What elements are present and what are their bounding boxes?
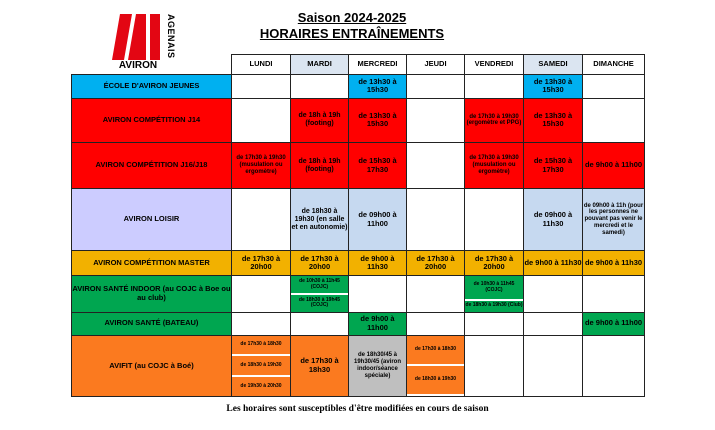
indoor-mardi-slot-1: de 10h30 à 11h45 (COJC) <box>299 278 340 290</box>
j16-dimanche: de 9h00 à 11h00 <box>583 142 645 188</box>
row-avifit-name: AVIFIT (au COJC à Boé) <box>72 335 232 396</box>
bateau-lundi <box>232 312 291 335</box>
avifit-jeudi <box>407 335 465 396</box>
indoor-mardi-slot-2: de 18h30 à 19h45 (COJC) <box>298 296 341 309</box>
day-dimanche: DIMANCHE <box>583 54 645 74</box>
indoor-mercredi <box>349 276 407 312</box>
page-title: HORAIRES ENTRAÎNEMENTS <box>259 26 445 41</box>
ecole-mardi <box>291 74 349 98</box>
indoor-mardi-slots <box>291 276 348 311</box>
row-j14-name: AVIRON COMPÉTITION J14 <box>72 98 232 142</box>
j14-lundi <box>232 98 291 142</box>
bateau-dimanche: de 9h00 à 11h00 <box>583 312 645 335</box>
footer-note: Les horaires sont susceptibles d'être modifiées en cours de saison <box>226 404 489 414</box>
loisir-mercredi: de 09h00 à 11h00 <box>349 189 407 251</box>
day-vendredi: VENDREDI <box>465 54 524 74</box>
row-j16-name: AVIRON COMPÉTITION J16/J18 <box>72 142 232 188</box>
j14-mardi: de 18h à 19h (footing) <box>291 98 349 142</box>
avifit-jeudi-slots <box>407 336 464 396</box>
master-samedi: de 9h00 à 11h30 <box>524 251 583 276</box>
master-jeudi: de 17h30 à 20h00 <box>407 251 465 276</box>
master-lundi: de 17h30 à 20h00 <box>232 251 291 276</box>
day-jeudi: JEUDI <box>407 54 465 74</box>
season-title: Saison 2024-2025 <box>297 10 407 25</box>
j14-dimanche <box>583 98 645 142</box>
ecole-jeudi <box>407 74 465 98</box>
indoor-samedi <box>524 276 583 312</box>
master-dimanche: de 9h00 à 11h30 <box>583 251 645 276</box>
slot-separator <box>407 394 464 396</box>
bateau-mardi <box>291 312 349 335</box>
row-sante-indoor-name: AVIRON SANTÉ INDOOR (au COJC à Boe ou au club) <box>72 276 232 312</box>
j16-samedi: de 15h30 à 17h30 <box>524 142 583 188</box>
avifit-vendredi <box>465 335 524 396</box>
ecole-dimanche <box>583 74 645 98</box>
loisir-samedi: de 09h00 à 11h30 <box>524 189 583 251</box>
master-mardi: de 17h30 à 20h00 <box>291 251 349 276</box>
loisir-jeudi <box>407 189 465 251</box>
row-loisir-name: AVIRON LOISIR <box>72 189 232 251</box>
j14-mercredi: de 13h30 à 15h30 <box>349 98 407 142</box>
bateau-mercredi: de 9h00 à 11h00 <box>349 312 407 335</box>
j16-lundi: de 17h30 à 19h30 (musulation ou ergomètre) <box>232 142 291 188</box>
j16-vendredi: de 17h30 à 19h30 (musulation ou ergomètre) <box>465 142 524 188</box>
indoor-lundi <box>232 276 291 312</box>
row-ecole-name: ÉCOLE D'AVIRON JEUNES <box>72 74 232 98</box>
j16-jeudi <box>407 142 465 188</box>
loisir-vendredi <box>465 189 524 251</box>
bateau-samedi <box>524 312 583 335</box>
indoor-vendredi <box>465 276 524 312</box>
j14-samedi: de 13h30 à 15h30 <box>524 98 583 142</box>
day-mercredi: MERCREDI <box>349 54 407 74</box>
loisir-dimanche: de 09h00 à 11h (pour les personnes ne pouvant pas venir le mercredi et le samedi) <box>583 189 645 251</box>
avifit-mercredi: de 18h30/45 à 19h30/45 (aviron indoor/séance spéciale) <box>349 335 407 396</box>
row-master-name: AVIRON COMPÉTITION MASTER <box>72 251 232 276</box>
bateau-vendredi <box>465 312 524 335</box>
avifit-lundi <box>232 335 291 396</box>
indoor-vendredi-slot-1: de 10h30 à 11h45 (COJC) <box>473 280 515 293</box>
indoor-dimanche <box>583 276 645 312</box>
j16-mercredi: de 15h30 à 17h30 <box>349 142 407 188</box>
master-mercredi: de 9h00 à 11h30 <box>349 251 407 276</box>
indoor-vendredi-slot-2: de 18h30 à 19h30 (Club) <box>465 302 523 309</box>
avifit-mardi: de 17h30 à 18h30 <box>291 335 349 396</box>
ecole-samedi: de 13h30 à 15h30 <box>524 74 583 98</box>
j14-vendredi: de 17h30 à 19h30 (ergomètre et PPG) <box>465 98 524 142</box>
ecole-mercredi: de 13h30 à 15h30 <box>349 74 407 98</box>
loisir-lundi <box>232 189 291 251</box>
master-vendredi: de 17h30 à 20h00 <box>465 251 524 276</box>
loisir-mardi: de 18h30 à 19h30 (en salle et en autonomie) <box>291 189 349 251</box>
indoor-jeudi <box>407 276 465 312</box>
j14-jeudi <box>407 98 465 142</box>
day-mardi: MARDI <box>291 54 349 74</box>
avifit-lundi-slot-3: de 19h30 à 20h30 <box>240 382 282 389</box>
j16-mardi: de 18h à 19h (footing) <box>291 142 349 188</box>
avifit-jeudi-slot-1: de 17h30 à 18h30 <box>414 345 457 352</box>
row-sante-bateau-name: AVIRON SANTÉ (BATEAU) <box>72 312 232 335</box>
indoor-mardi <box>291 276 349 312</box>
aviron-agenais-logo <box>112 10 194 74</box>
avifit-lundi-slot-2: de 18h30 à 19h30 <box>240 361 282 368</box>
bateau-jeudi <box>407 312 465 335</box>
avifit-jeudi-slot-2: de 18h30 à 19h30 <box>414 376 457 383</box>
day-lundi: LUNDI <box>232 54 291 74</box>
day-samedi: SAMEDI <box>524 54 583 74</box>
avifit-dimanche <box>583 335 645 396</box>
avifit-samedi <box>524 335 583 396</box>
avifit-lundi-slot-1: de 17h30 à 18h30 <box>240 341 282 348</box>
ecole-lundi <box>232 74 291 98</box>
avifit-lundi-slots <box>232 336 290 396</box>
logo-side-text: AGENAIS <box>166 14 176 59</box>
indoor-vendredi-slots <box>465 276 523 311</box>
logo-main-text: AVIRON <box>118 60 158 71</box>
ecole-vendredi <box>465 74 524 98</box>
